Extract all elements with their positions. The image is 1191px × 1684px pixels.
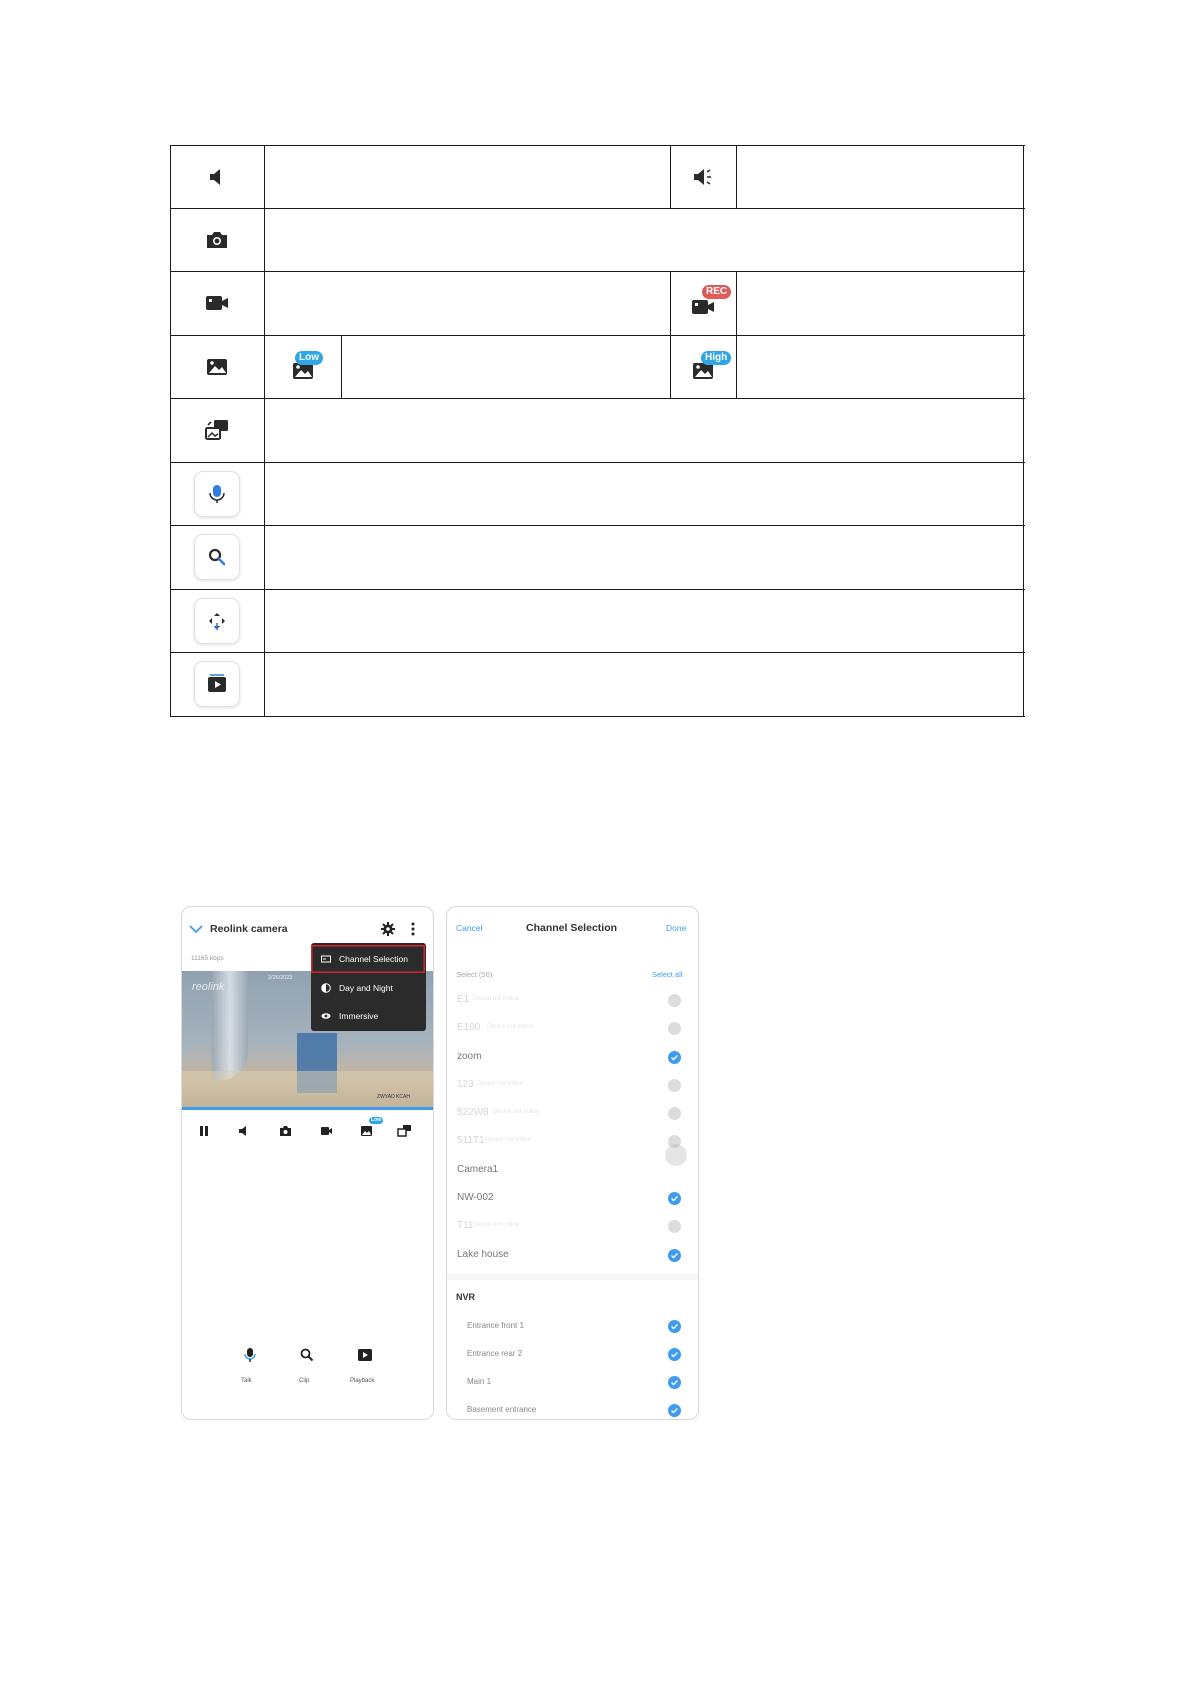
channel-selection-screen [446, 906, 699, 1420]
clip-label: Clip [299, 1378, 310, 1384]
ptz-button-icon [170, 589, 264, 652]
day-night-icon [321, 983, 331, 993]
image-low-icon [264, 335, 341, 398]
device-row[interactable]: T11 Device not online [457, 1213, 687, 1241]
video-recording-icon [670, 271, 736, 335]
video-progress [182, 1107, 433, 1110]
checkbox-icon[interactable] [668, 1022, 681, 1035]
clip-button-icon [170, 525, 264, 589]
checked-icon[interactable] [668, 1320, 681, 1333]
live-view-screen [181, 906, 434, 1420]
multi-view-icon[interactable] [397, 1124, 412, 1137]
device-row[interactable]: E100 Device not online [457, 1015, 687, 1043]
menu-item-immersive[interactable]: Immersive [311, 1002, 425, 1030]
device-row[interactable]: 511T1 Device not online [457, 1128, 687, 1156]
image-high-icon [670, 335, 736, 398]
channel-icon [321, 954, 331, 964]
device-row[interactable]: Lake house [457, 1242, 687, 1270]
multi-view-icon [170, 398, 264, 462]
checkbox-icon[interactable] [668, 1220, 681, 1233]
checkbox-icon[interactable] [668, 994, 681, 1007]
watermark: reolink [192, 981, 225, 993]
checked-icon[interactable] [668, 1404, 681, 1417]
checked-icon[interactable] [668, 1348, 681, 1361]
icon-legend-table [170, 145, 1025, 718]
menu-item-channel-selection[interactable]: Channel Selection [311, 945, 425, 973]
mic-icon [194, 471, 240, 517]
nvr-channel-row[interactable]: Basement entrance [467, 1397, 687, 1420]
talk-button-icon [170, 462, 264, 525]
checked-icon[interactable] [668, 1376, 681, 1389]
checkbox-icon[interactable] [668, 1107, 681, 1120]
quality-icon[interactable] [360, 1125, 373, 1137]
checked-icon[interactable] [668, 1192, 681, 1205]
device-row[interactable]: 123 Device not online [457, 1072, 687, 1100]
done-button[interactable]: Done [666, 923, 687, 933]
nvr-channel-row[interactable]: Entrance front 1 [467, 1313, 687, 1341]
checked-icon[interactable] [668, 1051, 681, 1064]
device-row[interactable]: zoom [457, 1044, 687, 1072]
snapshot-icon[interactable] [279, 1125, 292, 1137]
cancel-button[interactable]: Cancel [456, 923, 483, 933]
select-count: Select (56) [456, 970, 493, 979]
camera-title: Reolink camera [210, 923, 288, 935]
speaker-off-icon [170, 145, 264, 208]
menu-item-day-night[interactable]: Day and Night [311, 974, 425, 1002]
speaker-icon[interactable] [238, 1125, 250, 1137]
checked-icon[interactable] [668, 1249, 681, 1262]
playback-icon[interactable] [357, 1348, 373, 1362]
talk-mic-icon[interactable] [244, 1347, 256, 1363]
camera-snapshot-icon [170, 208, 264, 271]
gear-icon[interactable] [381, 922, 395, 936]
screen-title: Channel Selection [526, 922, 618, 934]
more-icon[interactable] [411, 922, 415, 936]
low-badge: Low [295, 351, 323, 365]
ptz-move-icon [194, 598, 240, 644]
record-icon[interactable] [320, 1125, 333, 1137]
device-row[interactable]: E1 Device not online [457, 987, 687, 1015]
nvr-channel-row[interactable]: Main 1 [467, 1369, 687, 1397]
device-row[interactable]: 522W8 Device not online [457, 1100, 687, 1128]
nvr-channel-row[interactable]: Entrance rear 2 [467, 1341, 687, 1369]
select-all-button[interactable]: Select all [652, 970, 683, 979]
talk-label: Talk [241, 1378, 252, 1384]
video-record-icon [170, 271, 264, 335]
checkbox-icon[interactable] [668, 1079, 681, 1092]
more-menu [311, 943, 426, 1031]
high-badge: High [701, 351, 731, 365]
zoom-icon [194, 534, 240, 580]
pause-icon[interactable] [199, 1125, 209, 1137]
device-row[interactable]: NW-002 [457, 1185, 687, 1213]
playback-icon [194, 661, 240, 707]
device-row[interactable]: Camera1 [457, 1164, 499, 1175]
camera-label: ZWYAD KCAH [377, 1094, 410, 1100]
toolbar-low-badge: Low [371, 1117, 381, 1123]
rec-badge: REC [702, 285, 731, 299]
speaker-on-icon [670, 145, 736, 208]
section-divider [447, 1274, 698, 1280]
playback-button-icon [170, 652, 264, 716]
timestamp: 2/26/2023 [268, 975, 293, 981]
playback-label: Playback [350, 1378, 375, 1384]
chevron-down-icon[interactable] [189, 924, 203, 934]
clip-zoom-icon[interactable] [300, 1348, 314, 1362]
bitrate: 11165 kbps [191, 955, 224, 962]
image-quality-icon [170, 335, 264, 398]
eye-icon [321, 1011, 331, 1021]
nvr-heading: NVR [456, 1292, 476, 1302]
